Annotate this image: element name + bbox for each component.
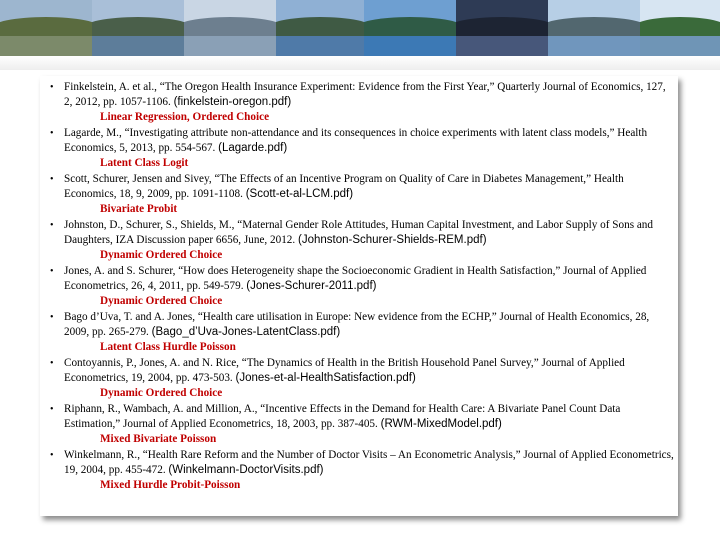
reference-entry [48, 218, 676, 263]
citation: Lagarde, M., “Investigating attribute non-attendance and its consequences in choice experiments with latent class models,” Health Economics, 5, 2013, pp. 554-567. [64, 127, 648, 154]
reference-entry [48, 80, 676, 125]
pdf-filename: (Bago_d’Uva-Jones-LatentClass.pdf) [151, 326, 341, 338]
town-lake-photo [276, 0, 364, 56]
bullet-icon: • [50, 128, 54, 139]
model-type-label: Dynamic Ordered Choice [100, 295, 223, 307]
pdf-filename: (finkelstein-oregon.pdf) [173, 96, 292, 108]
model-type-label: Linear Regression, Ordered Choice [100, 111, 270, 123]
model-type-label: Latent Class Logit [100, 157, 189, 169]
citation: Winkelmann, R., “Health Rare Reform and the Number of Doctor Visits – An Econometric Analysis,” Journal of Applied Econometrics, 19, 2004, pp. 455-472. [64, 449, 674, 476]
reference-list [48, 80, 676, 493]
bullet-icon: • [50, 404, 54, 415]
hilltop-town-photo [0, 0, 92, 56]
model-type-label: Bivariate Probit [100, 203, 178, 215]
lake-shore-photo [92, 0, 184, 56]
reference-slide [40, 76, 678, 516]
reference-entry [48, 264, 676, 309]
bullet-icon: • [50, 174, 54, 185]
bullet-icon: • [50, 450, 54, 461]
model-type-label: Mixed Hurdle Probit-Poisson [100, 479, 241, 491]
bay-photo [364, 0, 456, 56]
reference-entry [48, 310, 676, 355]
citation: Scott, Schurer, Jensen and Sivey, “The Effects of an Incentive Program on Quality of Care in Diabetes Management,” Health Economics, 18, 9, 2009, pp. 1091-1108. [64, 173, 624, 200]
citation: Jones, A. and S. Schurer, “How does Heterogeneity shape the Socioeconomic Gradient in Health Satisfaction,” Journal of Applied Econometrics, 26, 4, 2011, pp. 549-579. [64, 265, 647, 292]
pdf-filename: (Scott-et-al-LCM.pdf) [245, 188, 354, 200]
bullet-icon: • [50, 312, 54, 323]
citation-text [64, 218, 676, 248]
pdf-filename: (Johnston-Schurer-Shields-REM.pdf) [297, 234, 487, 246]
citation-text [64, 172, 676, 202]
model-type-label: Dynamic Ordered Choice [100, 249, 223, 261]
citation: Contoyannis, P., Jones, A. and N. Rice, “The Dynamics of Health in the British Household Panel Survey,” Journal of Applied Econometrics, 19, 2004, pp. 473-503. [64, 357, 625, 384]
reference-entry [48, 126, 676, 171]
reference-entry [48, 172, 676, 217]
citation: Finkelstein, A. et al., “The Oregon Health Insurance Experiment: Evidence from the First Year,” Quarterly Journal of Economics, 127, 2, 2012, pp. 1057-1106. [64, 81, 666, 108]
citation-text [64, 402, 676, 432]
citation-text [64, 126, 676, 156]
pdf-filename: (Jones-Schurer-2011.pdf) [246, 280, 377, 292]
pdf-filename: (Lagarde.pdf) [218, 142, 288, 154]
banner-divider [0, 56, 720, 70]
citation-text [64, 310, 676, 340]
model-type-label: Latent Class Hurdle Poisson [100, 341, 236, 353]
citation: Riphann, R., Wambach, A. and Million, A., “Incentive Effects in the Demand for Health Care: A Bivariate Panel Count Data Estimation,” Journal of Applied Econometrics, 18, 2003, pp. 387-405. [64, 403, 621, 430]
model-type-label: Mixed Bivariate Poisson [100, 433, 217, 445]
pdf-filename: (RWM-MixedModel.pdf) [380, 418, 502, 430]
reference-entry [48, 402, 676, 447]
bullet-icon: • [50, 266, 54, 277]
photo-banner [0, 0, 720, 56]
reference-entry [48, 356, 676, 401]
bullet-icon: • [50, 358, 54, 369]
bullet-icon: • [50, 82, 54, 93]
lakefront-photo [548, 0, 640, 56]
citation-text [64, 80, 676, 110]
pdf-filename: (Winkelmann-DoctorVisits.pdf) [168, 464, 324, 476]
pdf-filename: (Jones-et-al-HealthSatisfaction.pdf) [235, 372, 416, 384]
citation: Bago d’Uva, T. and A. Jones, “Health care utilisation in Europe: New evidence from the ECHP,” Journal of Health Economics, 28, 2009, pp. 265-279. [64, 311, 650, 338]
citation-text [64, 356, 676, 386]
reference-entry [48, 448, 676, 493]
promenade-photo [640, 0, 720, 56]
dusk-lake-photo [456, 0, 548, 56]
citation-text [64, 448, 676, 478]
model-type-label: Dynamic Ordered Choice [100, 387, 223, 399]
citation-text [64, 264, 676, 294]
bullet-icon: • [50, 220, 54, 231]
mountain-lake-photo [184, 0, 276, 56]
citation: Johnston, D., Schurer, S., Shields, M., “Maternal Gender Role Attitudes, Human Capital Investment, and Labor Supply of Sons and Daughters, IZA Discussion paper 6656, June, 2012. [64, 219, 653, 246]
